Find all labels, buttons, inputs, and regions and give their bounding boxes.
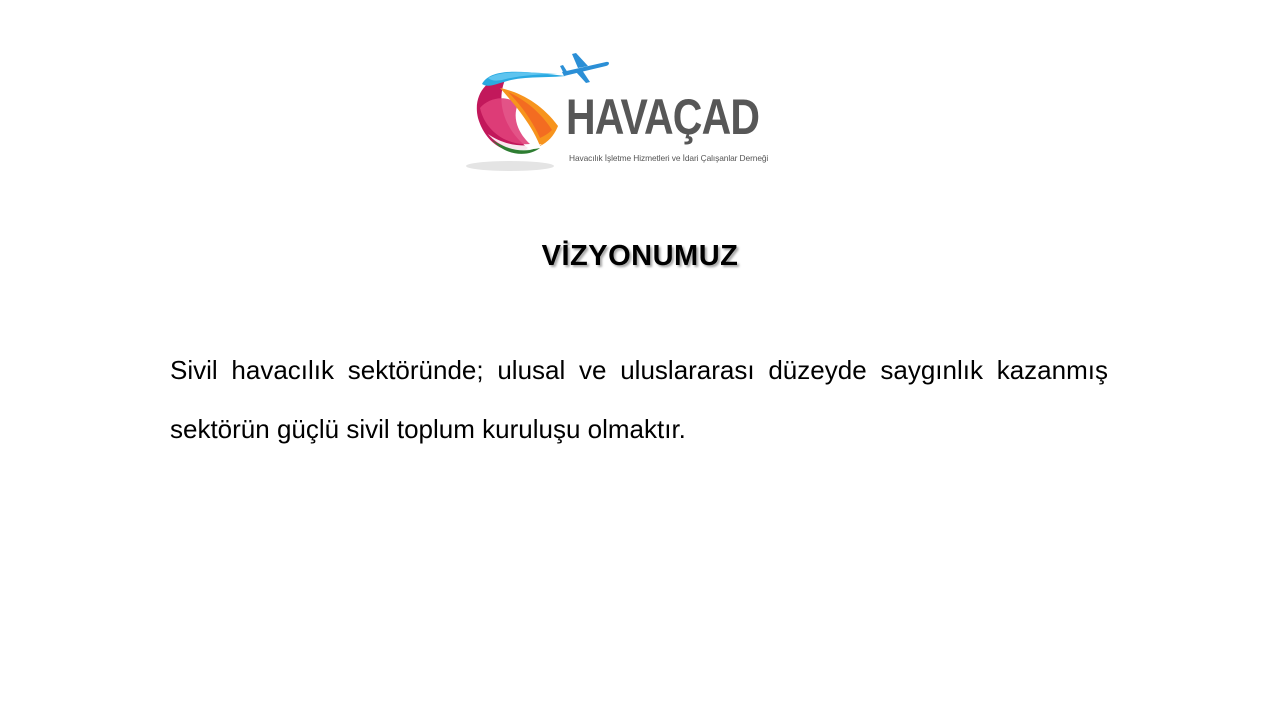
havacad-logo — [458, 48, 769, 178]
logo-tagline: Havacılık İşletme Hizmetleri ve İdari Çalışanlar Derneği — [569, 153, 769, 163]
logo-wordmark: HAVAÇAD — [566, 89, 760, 145]
vision-statement: Sivil havacılık sektöründe; ulusal ve uluslararası düzeyde saygınlık kazanmış sektörün güçlü sivil toplum kuruluşu olmaktır. — [170, 355, 1108, 444]
section-title: VİZYONUMUZ — [541, 240, 739, 272]
